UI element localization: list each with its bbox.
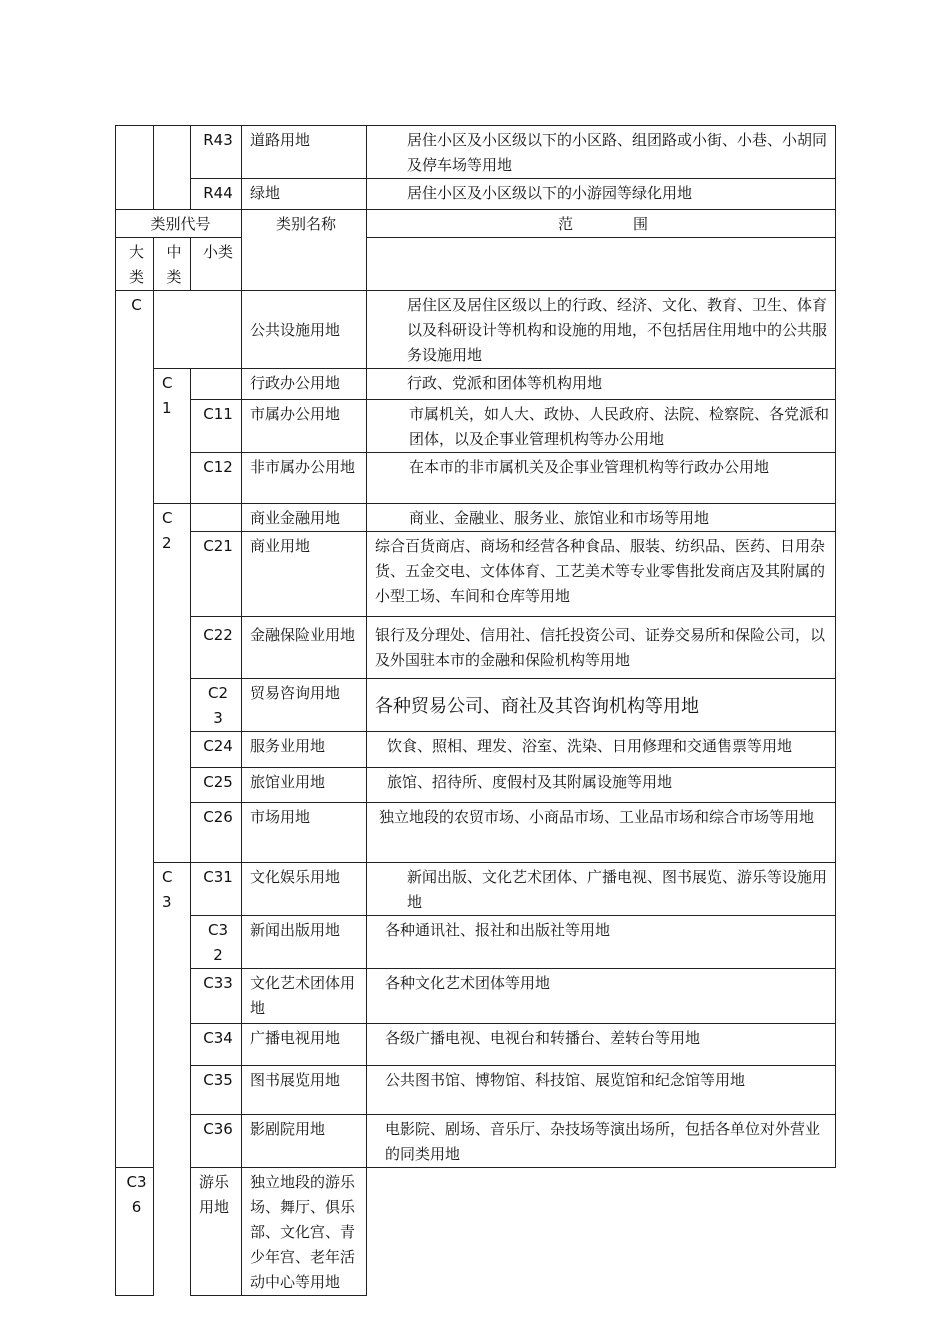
name-cell: 非市属办公用地 bbox=[242, 453, 367, 504]
table-row bbox=[116, 679, 836, 732]
code-cell: R43 bbox=[191, 126, 242, 179]
medium-class-c2: C2 bbox=[154, 504, 191, 863]
code-cell: C36 bbox=[116, 1168, 154, 1296]
name-cell: 商业用地 bbox=[242, 532, 367, 617]
scope-cell: 旅馆、招待所、度假村及其附属设施等用地 bbox=[367, 768, 836, 803]
table-row bbox=[116, 532, 836, 617]
scope-cell: 行政、党派和团体等机构用地 bbox=[367, 369, 836, 400]
table-row bbox=[116, 863, 836, 916]
table-row bbox=[116, 768, 836, 803]
category-code-header: 类别代号 bbox=[116, 210, 242, 238]
table-row bbox=[116, 617, 836, 679]
scope-cell: 独立地段的农贸市场、小商品市场、工业品市场和综合市场等用地 bbox=[367, 803, 836, 863]
code-cell: C36 bbox=[191, 1115, 242, 1168]
table-row bbox=[116, 453, 836, 504]
scope-cell: 饮食、照相、理发、浴室、洗染、日用修理和交通售票等用地 bbox=[367, 732, 836, 768]
code-cell: C24 bbox=[191, 732, 242, 768]
major-class-header: 大类 bbox=[116, 238, 154, 291]
range-header-empty bbox=[367, 238, 836, 291]
table-row bbox=[116, 400, 836, 453]
name-cell: 服务业用地 bbox=[242, 732, 367, 768]
empty-cell bbox=[191, 504, 242, 532]
table-row bbox=[116, 369, 836, 400]
scope-cell: 居住小区及小区级以下的小游园等绿化用地 bbox=[367, 179, 836, 210]
major-cell-empty bbox=[116, 126, 154, 210]
code-cell: C31 bbox=[191, 863, 242, 916]
table-row bbox=[116, 504, 836, 532]
scope-cell: 新闻出版、文化艺术团体、广播电视、图书展览、游乐等设施用地 bbox=[367, 863, 836, 916]
code-cell: C34 bbox=[191, 1024, 242, 1066]
scope-cell: 电影院、剧场、音乐厅、杂技场等演出场所，包括各单位对外营业的同类用地 bbox=[367, 1115, 836, 1168]
scope-cell: 各种通讯社、报社和出版社等用地 bbox=[367, 916, 836, 969]
table-row bbox=[116, 179, 836, 210]
table-row bbox=[116, 732, 836, 768]
table-row bbox=[116, 1066, 836, 1115]
table-row bbox=[116, 1168, 836, 1296]
medium-cell-empty bbox=[154, 126, 191, 210]
name-cell: 旅馆业用地 bbox=[242, 768, 367, 803]
code-cell: R44 bbox=[191, 179, 242, 210]
scope-cell: 各种贸易公司、商社及其咨询机构等用地 bbox=[367, 679, 836, 732]
table-row bbox=[116, 916, 836, 969]
major-class-c: C bbox=[116, 291, 154, 1168]
code-cell: C35 bbox=[191, 1066, 242, 1115]
name-cell: 金融保险业用地 bbox=[242, 617, 367, 679]
name-cell: 新闻出版用地 bbox=[242, 916, 367, 969]
code-cell: C25 bbox=[191, 768, 242, 803]
name-cell: 绿地 bbox=[242, 179, 367, 210]
scope-cell: 商业、金融业、服务业、旅馆业和市场等用地 bbox=[367, 504, 836, 532]
table-row bbox=[116, 1115, 836, 1168]
table-row bbox=[116, 803, 836, 863]
name-cell: 文化艺术团体用地 bbox=[242, 969, 367, 1024]
header-row bbox=[116, 210, 836, 238]
code-cell: C21 bbox=[191, 532, 242, 617]
code-cell: C32 bbox=[191, 916, 242, 969]
name-cell: 道路用地 bbox=[242, 126, 367, 179]
table-row bbox=[116, 969, 836, 1024]
name-cell: 游乐用地 bbox=[191, 1168, 242, 1296]
medium-class-c3: C3 bbox=[154, 863, 191, 1296]
land-use-classification-table bbox=[115, 125, 836, 1296]
table-row bbox=[116, 126, 836, 179]
code-cell: C22 bbox=[191, 617, 242, 679]
name-cell: 公共设施用地 bbox=[242, 291, 367, 369]
medium-class-header: 中类 bbox=[154, 238, 191, 291]
scope-cell: 公共图书馆、博物馆、科技馆、展览馆和纪念馆等用地 bbox=[367, 1066, 836, 1115]
medium-class-c1: C1 bbox=[154, 369, 191, 504]
name-cell: 影剧院用地 bbox=[242, 1115, 367, 1168]
scope-cell: 居住小区及小区级以下的小区路、组团路或小街、小巷、小胡同及停车场等用地 bbox=[367, 126, 836, 179]
name-cell: 广播电视用地 bbox=[242, 1024, 367, 1066]
code-cell: C23 bbox=[191, 679, 242, 732]
scope-cell: 独立地段的游乐场、舞厅、俱乐部、文化宫、青少年宫、老年活动中心等用地 bbox=[242, 1168, 367, 1296]
range-header: 范 围 bbox=[367, 210, 836, 238]
name-cell: 市属办公用地 bbox=[242, 400, 367, 453]
table-row bbox=[116, 291, 836, 369]
scope-cell: 市属机关，如人大、政协、人民政府、法院、检察院、各党派和团体，以及企事业管理机构等办公用地 bbox=[367, 400, 836, 453]
minor-class-header: 小类 bbox=[191, 238, 242, 291]
scope-cell: 各种文化艺术团体等用地 bbox=[367, 969, 836, 1024]
empty-cell bbox=[154, 291, 242, 369]
name-cell: 商业金融用地 bbox=[242, 504, 367, 532]
scope-cell: 在本市的非市属机关及企事业管理机构等行政办公用地 bbox=[367, 453, 836, 504]
scope-cell: 银行及分理处、信用社、信托投资公司、证券交易所和保险公司，以及外国驻本市的金融和保险机构等用地 bbox=[367, 617, 836, 679]
name-cell: 行政办公用地 bbox=[242, 369, 367, 400]
scope-cell: 居住区及居住区级以上的行政、经济、文化、教育、卫生、体育以及科研设计等机构和设施的用地，不包括居住用地中的公共服务设施用地 bbox=[367, 291, 836, 369]
scope-cell: 综合百货商店、商场和经营各种食品、服装、纺织品、医药、日用杂货、五金交电、文体体育、工艺美术等专业零售批发商店及其附属的小型工场、车间和仓库等用地 bbox=[367, 532, 836, 617]
category-name-header: 类别名称 bbox=[242, 210, 367, 291]
code-cell: C11 bbox=[191, 400, 242, 453]
scope-cell: 各级广播电视、电视台和转播台、差转台等用地 bbox=[367, 1024, 836, 1066]
empty-cell bbox=[191, 369, 242, 400]
name-cell: 图书展览用地 bbox=[242, 1066, 367, 1115]
name-cell: 市场用地 bbox=[242, 803, 367, 863]
name-cell: 贸易咨询用地 bbox=[242, 679, 367, 732]
table-row bbox=[116, 1024, 836, 1066]
code-cell: C12 bbox=[191, 453, 242, 504]
code-cell: C26 bbox=[191, 803, 242, 863]
name-cell: 文化娱乐用地 bbox=[242, 863, 367, 916]
code-cell: C33 bbox=[191, 969, 242, 1024]
header-row bbox=[116, 238, 836, 291]
